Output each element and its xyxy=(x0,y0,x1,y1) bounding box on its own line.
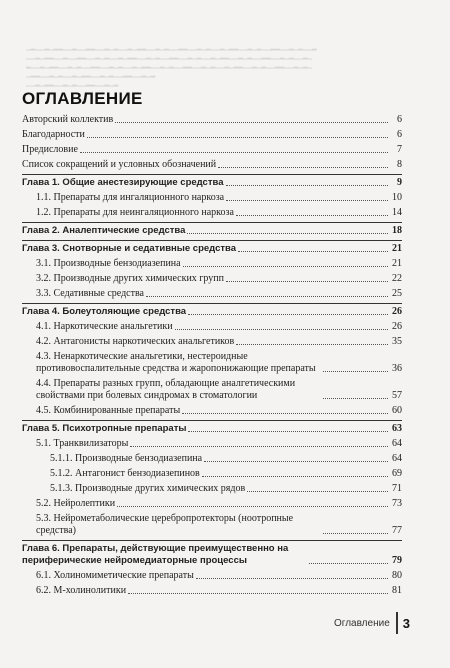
toc-dot-leader xyxy=(87,137,388,138)
toc-entry-page: 73 xyxy=(392,498,402,509)
toc-entry-title: 6.2. М-холинолитики xyxy=(36,585,127,596)
toc-entry-title: 4.3. Ненаркотические анальгетики, нестероидные противовоспалительные средства и жаропонижающие препараты xyxy=(36,351,316,374)
toc-dot-leader xyxy=(188,431,388,432)
toc-entry-page: 18 xyxy=(392,225,402,236)
toc-entry-page: 71 xyxy=(392,483,402,494)
table-of-contents xyxy=(22,112,402,598)
toc-dot-leader xyxy=(202,476,388,477)
toc-dot-leader xyxy=(130,446,388,447)
toc-entry xyxy=(22,319,402,334)
toc-entry-page: 7 xyxy=(397,144,402,155)
footer-label: Оглавление xyxy=(334,617,390,629)
toc-entry-title: Предисловие xyxy=(22,144,78,155)
toc-entry-page: 25 xyxy=(392,288,402,299)
toc-entry-page: 80 xyxy=(392,570,402,581)
toc-dot-leader xyxy=(238,251,388,252)
toc-entry-title: 4.1. Наркотические анальгетики xyxy=(36,321,173,332)
toc-dot-leader xyxy=(236,215,388,216)
toc-entry-title: Глава 4. Болеутоляющие средства xyxy=(22,306,187,317)
toc-dot-leader xyxy=(182,413,388,414)
toc-entry-title: Глава 1. Общие анестезирующие средства xyxy=(22,177,224,188)
toc-entry-page: 6 xyxy=(397,129,402,140)
toc-entry-title: Глава 6. Препараты, действующие преимущественно на периферические нейромедиаторные процессы xyxy=(22,543,289,566)
toc-dot-leader xyxy=(187,233,388,234)
toc-entry xyxy=(22,256,402,271)
toc-entry xyxy=(22,334,402,349)
toc-entry xyxy=(22,568,402,583)
toc-dot-leader xyxy=(204,461,388,462)
toc-entry xyxy=(22,271,402,286)
toc-entry-page: 63 xyxy=(392,423,402,434)
toc-entry xyxy=(22,157,402,172)
toc-entry-page: 10 xyxy=(392,192,402,203)
toc-entry xyxy=(22,205,402,220)
toc-entry-title: Авторский коллектив xyxy=(22,114,114,125)
toc-entry-title: Глава 5. Психотропные препараты xyxy=(22,423,187,434)
toc-entry-title: 5.3. Нейрометаболические церебропротекторы (ноотропные средства) xyxy=(36,513,294,536)
toc-entry-page: 22 xyxy=(392,273,402,284)
toc-entry-title: 5.2. Нейролептики xyxy=(36,498,116,509)
toc-entry xyxy=(22,583,402,598)
toc-entry-title: 3.1. Производные бензодиазепина xyxy=(36,258,181,269)
toc-entry xyxy=(22,481,402,496)
toc-entry xyxy=(22,142,402,157)
toc-entry-page: 36 xyxy=(392,363,402,374)
toc-entry xyxy=(22,349,402,376)
bleed-through-text: ▁▂▁▁▂▁▂▂▁▁▂▁▁▂▂▁▁▂▁▂▁▁▂▁▂▂▁▁▂▁▂▁▁▂▂▁▁▂▁▂▁▁▂▁▂▂▁▁▂▁▂▁▁▂▂▁▁▂▁▂▁▁▂ ▁▁▂▁▂▂▁▁▂▁▁▂▂▁▁▂▁▂▁▁▂▁▂▂▁▁▂▁▂▁▁▂▂▁▁▂▁▂▁▁▂▁▂▂▁▁▂▁▂▁▁▂▂▁▁▂▁▂▁▁▂▁ ▂▁▁▂▁▂▂▁▁▂▁▂▁▁▂▂▁▁▂▁▂▁▁▂▁▂▂▁▁▂▁▂▁▁▂▂▁▁▂▁▂▁▁▂▁▂▂▁▁▂▁▂▁▁▂▂▁▁▂▁▂▁ ▁▂▂▁▁▂▁▂▁▁▂▁▂▂▁▁▂▁▂▁▁▂▂▁▁▂▁▂ ▁▁▂▁▂▂▁▁▂▁▂▁▁▂▂▁▁▂▁▂ xyxy=(26,45,317,87)
toc-entry-title: 6.1. Холиномиметические препараты xyxy=(36,570,194,581)
toc-dot-leader xyxy=(226,281,388,282)
toc-chapter-entry xyxy=(22,420,402,436)
toc-entry-page: 9 xyxy=(397,177,402,188)
toc-dot-leader xyxy=(175,329,388,330)
toc-entry-page: 26 xyxy=(392,306,402,317)
toc-entry-title: 5.1.3. Производные других химических рядов xyxy=(50,483,246,494)
toc-entry-title: Список сокращений и условных обозначений xyxy=(22,159,217,170)
toc-entry xyxy=(22,511,402,538)
toc-dot-leader xyxy=(117,506,388,507)
toc-entry-title: 5.1. Транквилизаторы xyxy=(36,438,129,449)
toc-entry-title: 4.5. Комбинированные препараты xyxy=(36,405,181,416)
toc-entry xyxy=(22,112,402,127)
toc-dot-leader xyxy=(247,491,388,492)
toc-entry-title: 3.3. Седативные средства xyxy=(36,288,144,299)
toc-entry-page: 60 xyxy=(392,405,402,416)
toc-dot-leader xyxy=(196,578,388,579)
running-footer xyxy=(334,612,410,634)
toc-entry-title: 5.1.1. Производные бензодиазепина xyxy=(50,453,203,464)
toc-entry-page: 64 xyxy=(392,438,402,449)
toc-entry xyxy=(22,376,402,403)
toc-entry-page: 77 xyxy=(392,525,402,536)
toc-entry-title: 1.2. Препараты для неингаляционного наркоза xyxy=(36,207,234,218)
toc-entry-page: 35 xyxy=(392,336,402,347)
toc-dot-leader xyxy=(146,296,388,297)
toc-dot-leader xyxy=(323,533,388,534)
toc-chapter-entry xyxy=(22,240,402,256)
toc-entry-title: 1.1. Препараты для ингаляционного наркоза xyxy=(36,192,225,203)
toc-entry xyxy=(22,436,402,451)
toc-entry-title: Глава 3. Снотворные и седативные средства xyxy=(22,243,237,254)
toc-entry-title: Глава 2. Аналептические средства xyxy=(22,225,186,236)
footer-divider xyxy=(396,612,398,634)
toc-entry-page: 64 xyxy=(392,453,402,464)
toc-dot-leader xyxy=(218,167,388,168)
toc-entry-title: 4.2. Антагонисты наркотических анальгетиков xyxy=(36,336,235,347)
toc-entry-page: 57 xyxy=(392,390,402,401)
toc-entry-page: 81 xyxy=(392,585,402,596)
toc-entry xyxy=(22,286,402,301)
toc-entry xyxy=(22,451,402,466)
toc-dot-leader xyxy=(183,266,388,267)
toc-entry xyxy=(22,496,402,511)
toc-dot-leader xyxy=(309,563,388,564)
toc-entry-page: 8 xyxy=(397,159,402,170)
toc-entry xyxy=(22,403,402,418)
toc-entry-title: Благодарности xyxy=(22,129,85,140)
toc-chapter-entry xyxy=(22,222,402,238)
toc-entry xyxy=(22,190,402,205)
toc-dot-leader xyxy=(188,314,388,315)
toc-entry-page: 6 xyxy=(397,114,402,125)
toc-entry xyxy=(22,127,402,142)
page-number: 3 xyxy=(402,615,410,631)
toc-entry-title: 5.1.2. Антагонист бензодиазепинов xyxy=(50,468,200,479)
toc-entry-page: 14 xyxy=(392,207,402,218)
toc-chapter-entry xyxy=(22,303,402,319)
toc-entry-page: 26 xyxy=(392,321,402,332)
toc-chapter-entry xyxy=(22,174,402,190)
toc-dot-leader xyxy=(80,152,388,153)
toc-dot-leader xyxy=(323,398,388,399)
toc-dot-leader xyxy=(323,371,388,372)
toc-chapter-entry xyxy=(22,540,402,568)
toc-dot-leader xyxy=(226,185,389,186)
toc-dot-leader xyxy=(115,122,388,123)
toc-dot-leader xyxy=(226,200,388,201)
page-title: ОГЛАВЛЕНИЕ xyxy=(22,89,143,108)
toc-dot-leader xyxy=(236,344,388,345)
toc-dot-leader xyxy=(128,593,388,594)
toc-entry xyxy=(22,466,402,481)
toc-entry-title: 3.2. Производные других химических групп xyxy=(36,273,224,284)
toc-entry-page: 69 xyxy=(392,468,402,479)
toc-entry-page: 21 xyxy=(392,258,402,269)
toc-entry-title: 4.4. Препараты разных групп, обладающие аналгетическими свойствами при болевых синдромах в стоматологии xyxy=(36,378,296,401)
toc-entry-page: 21 xyxy=(392,243,402,254)
toc-entry-page: 79 xyxy=(392,555,402,566)
